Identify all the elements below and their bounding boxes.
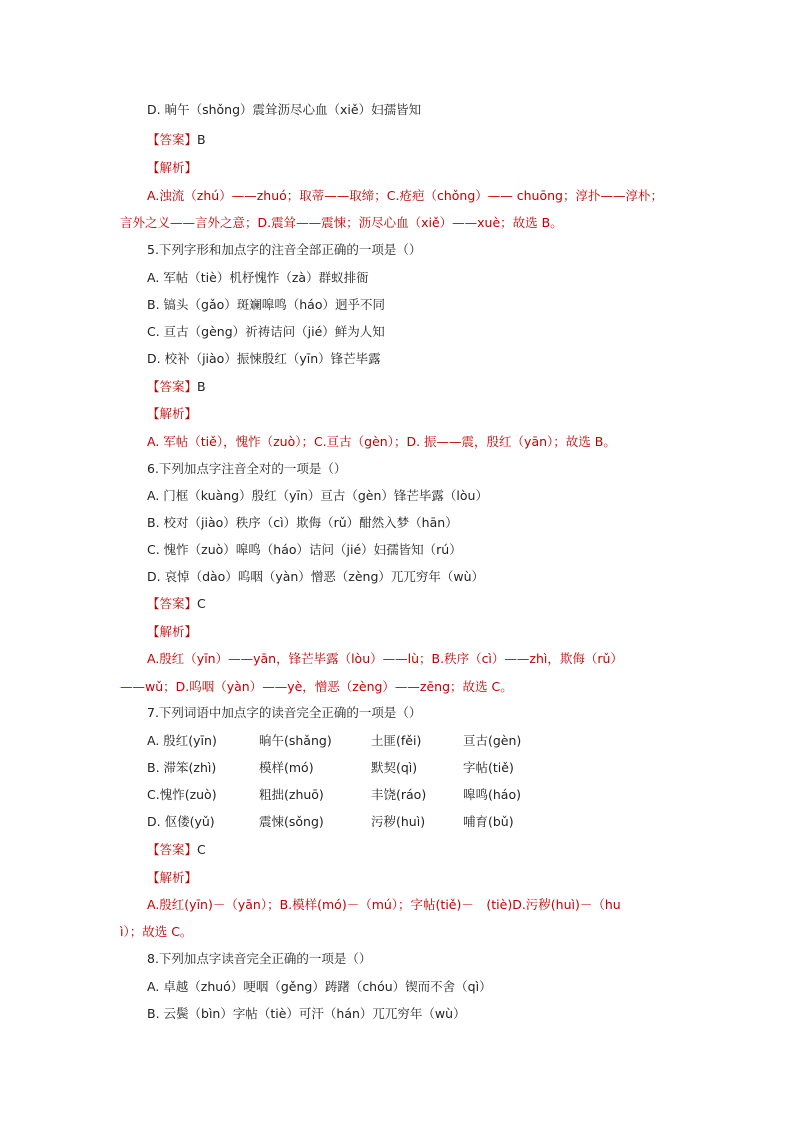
text-line-l17: C. 愧怍（zuò）嗥鸣（háo）诘问（jié）妇孺皆知（rú） <box>147 542 462 557</box>
answer-tag: 【答案】 <box>147 842 198 857</box>
text-line-t4: ì）；故选 C。 <box>120 924 193 939</box>
answer-tag: 【答案】 <box>147 379 198 394</box>
option-cell: D. 伛偻(yǔ) <box>147 814 215 829</box>
answer-value: C <box>197 596 206 611</box>
text-line-l3: 【解析】 <box>147 160 198 175</box>
text-line-l22: ——wǔ；D.呜咽（yàn）——yè，憎恶（zèng）——zēng；故选 C。 <box>120 679 513 694</box>
option-cell: 丰饶(ráo) <box>371 787 427 802</box>
option-cell: 污秽(huì) <box>371 814 426 829</box>
text-line-t1 <box>147 840 206 858</box>
text-line-l4: A.浊流（zhú）——zhuó；取蒂——取缔；C.疮疤（chǒng）—— chuōng；淳扑——淳朴； <box>147 188 663 203</box>
option-cell: B. 滞笨(zhì) <box>147 760 217 775</box>
text-line-l7: A. 军帖（tiè）机杼愧怍（zà）群蚁排衙 <box>147 270 369 285</box>
answer-tag: 【答案】 <box>147 132 198 147</box>
option-cell: 嗥鸣(háo) <box>463 787 521 802</box>
text-line-l8: B. 镐头（gǎo）斑斓嗥鸣（háo）迥乎不同 <box>147 297 385 312</box>
text-line-l9: C. 亘古（gèng）祈祷诘问（jié）鲜为人知 <box>147 324 385 339</box>
option-cell: 亘古(gèn) <box>463 733 522 748</box>
text-line-l10: D. 校补（jiào）振悚殷红（yīn）锋芒毕露 <box>147 351 381 366</box>
answer-value: B <box>197 379 206 394</box>
option-cell: 默契(qì) <box>371 760 418 775</box>
text-line-l1: D. 晌午（shǒng）震耸沥尽心血（xiě）妇孺皆知 <box>147 102 422 117</box>
text-line-l13: A. 军帖（tiě），愧怍（zuò）；C.亘古（gèn）；D. 振——震，殷红（yān）；故选 B。 <box>147 434 616 449</box>
option-cell: 哺育(bǔ) <box>463 814 514 829</box>
text-line-l20: 【解析】 <box>147 624 198 639</box>
text-line-t6: A. 卓越（zhuó）哽咽（gěng）踌躇（chóu）锲而不舍（qì） <box>147 979 492 994</box>
text-line-l11 <box>147 377 206 395</box>
text-line-l15: A. 门框（kuàng）殷红（yīn）亘古（gèn）锋芒毕露（lòu） <box>147 488 488 503</box>
text-line-l16: B. 校对（jiào）秩序（cì）欺侮（rǔ）酣然入梦（hān） <box>147 515 458 530</box>
text-line-l6: 5.下列字形和加点字的注音全部正确的一项是（） <box>147 242 422 257</box>
option-cell: 晌午(shǎng) <box>259 733 332 748</box>
text-line-l2 <box>147 130 206 148</box>
option-cell: C.愧怍(zuò) <box>147 787 217 802</box>
answer-value: B <box>197 132 206 147</box>
option-cell: 字帖(tiě) <box>463 760 514 775</box>
text-line-l19 <box>147 594 206 612</box>
option-cell: 粗拙(zhuō) <box>259 787 324 802</box>
text-line-t2: 【解析】 <box>147 870 198 885</box>
option-cell: 土匪(fěi) <box>371 733 422 748</box>
option-cell: A. 殷红(yīn) <box>147 733 217 748</box>
option-cell: 震悚(sǒng) <box>259 814 324 829</box>
text-line-l18: D. 哀悼（dào）呜咽（yàn）憎恶（zèng）兀兀穷年（wù） <box>147 569 485 584</box>
text-line-t3: A.殷红(yīn)－（yān）；B.模样(mó)－（mú）；字帖(tiě)－ (tiè)D.污秽(huì)－（hu <box>147 897 621 912</box>
option-cell: 模样(mó) <box>259 760 314 775</box>
text-line-t7: B. 云鬓（bìn）字帖（tiè）可汗（hán）兀兀穷年（wù） <box>147 1006 466 1021</box>
answer-tag: 【答案】 <box>147 596 198 611</box>
text-line-l23: 7.下列词语中加点字的读音完全正确的一项是（） <box>147 705 422 720</box>
text-line-l5: 言外之义——言外之意；D.震耸——震悚；沥尽心血（xiě）——xuè；故选 B。 <box>120 215 563 230</box>
text-line-l12: 【解析】 <box>147 406 198 421</box>
text-line-t5: 8.下列加点字读音完全正确的一项是（） <box>147 951 372 966</box>
answer-value: C <box>197 842 206 857</box>
text-line-l21: A.殷红（yīn）——yān，锋芒毕露（lòu）——lù；B.秩序（cì）——zhì，欺侮（rǔ） <box>147 651 623 666</box>
text-line-l14: 6.下列加点字注音全对的一项是（） <box>147 461 347 476</box>
